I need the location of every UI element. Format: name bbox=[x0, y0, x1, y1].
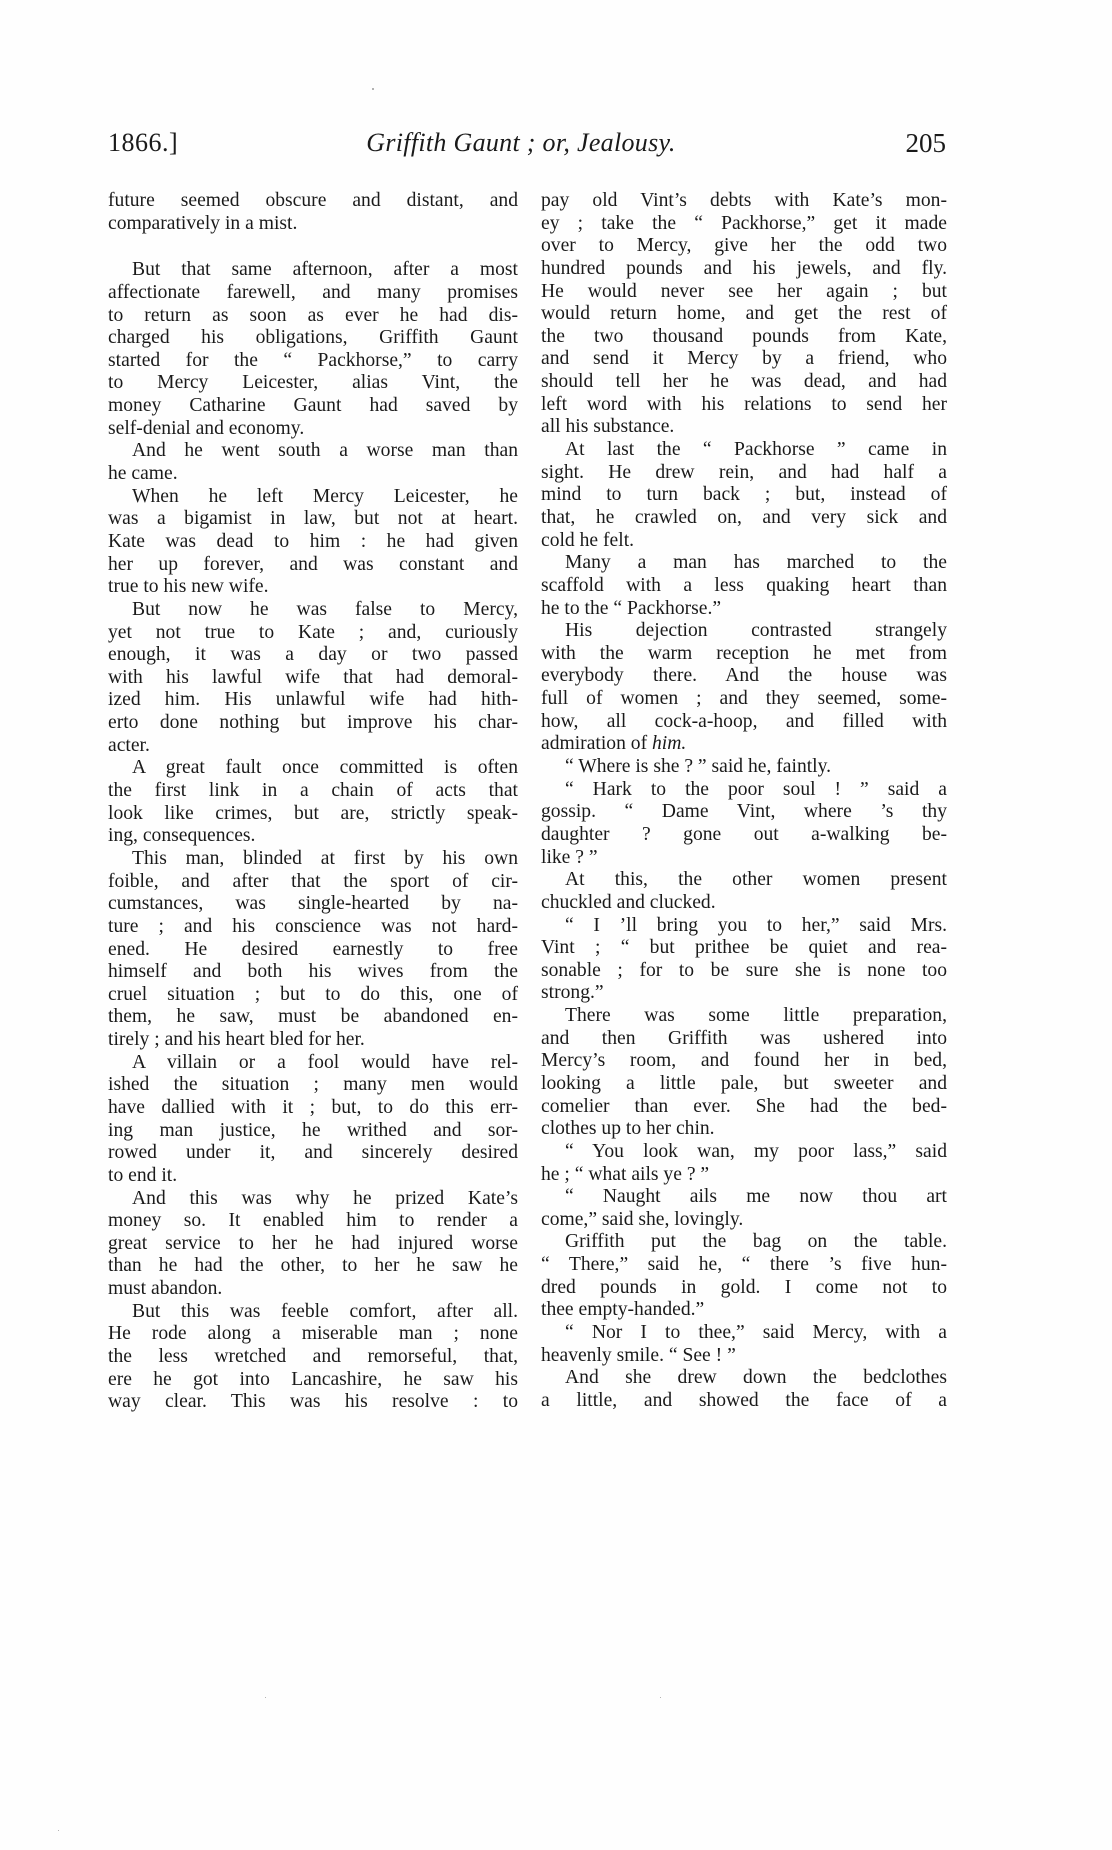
text-line bbox=[108, 327, 518, 350]
text-line bbox=[108, 916, 518, 939]
line-text: erto done nothing but improve his char- bbox=[108, 712, 518, 734]
line-text: His dejection contrasted strangely bbox=[565, 620, 947, 642]
line-text: self-denial and economy. bbox=[108, 417, 305, 439]
line-text: acter. bbox=[108, 734, 150, 756]
text-line bbox=[541, 1164, 947, 1187]
line-text: yet not true to Kate ; and, curiously bbox=[108, 621, 518, 643]
line-text: himself and both his wives from the bbox=[108, 961, 518, 983]
text-line bbox=[541, 484, 947, 507]
text-line bbox=[108, 803, 518, 826]
text-line bbox=[541, 643, 947, 666]
text-line bbox=[541, 303, 947, 326]
line-text: look like crimes, but are, strictly speak- bbox=[108, 802, 518, 824]
text-line bbox=[541, 620, 947, 643]
text-line bbox=[108, 1097, 518, 1120]
line-text: ized him. His unlawful wife had hith- bbox=[108, 689, 518, 711]
text-line bbox=[541, 1231, 947, 1254]
line-text: that, he crawled on, and very sick and bbox=[541, 506, 947, 528]
line-text: ened. He desired earnestly to free bbox=[108, 938, 518, 960]
text-line bbox=[108, 1301, 518, 1324]
text-line bbox=[541, 779, 947, 802]
text-line bbox=[541, 1254, 947, 1277]
text-line bbox=[541, 847, 947, 870]
text-line bbox=[108, 848, 518, 871]
line-text: “ Hark to the poor soul ! ” said a bbox=[565, 778, 947, 800]
scan-speck bbox=[372, 88, 374, 90]
line-text: he came. bbox=[108, 463, 178, 485]
line-text: affectionate farewell, and many promises bbox=[108, 281, 518, 303]
text-line bbox=[541, 1050, 947, 1073]
line-text: But now he was false to Mercy, bbox=[132, 598, 518, 620]
line-text: the first link in a chain of acts that bbox=[108, 780, 518, 802]
line-text: “ There,” said he, “ there ’s five hun- bbox=[541, 1254, 947, 1276]
line-text: He rode along a miserable man ; none bbox=[108, 1323, 518, 1345]
line-text: And he went south a worse man than bbox=[132, 440, 518, 462]
text-line bbox=[541, 326, 947, 349]
scan-speck bbox=[660, 1697, 661, 1698]
scan-speck bbox=[58, 1830, 59, 1831]
line-text: At this, the other women present bbox=[565, 869, 947, 891]
line-text: like ? ” bbox=[541, 846, 598, 868]
line-text: ing man justice, he writhed and sor- bbox=[108, 1119, 518, 1141]
text-line bbox=[108, 372, 518, 395]
text-line bbox=[541, 982, 947, 1005]
line-text: He would never see her again ; but bbox=[541, 280, 947, 302]
line-text: her up forever, and was constant and bbox=[108, 553, 518, 575]
line-text: looking a little pale, but sweeter and bbox=[541, 1072, 947, 1094]
text-line bbox=[541, 416, 947, 439]
line-text: dred pounds in gold. I come not to bbox=[541, 1276, 947, 1298]
text-line bbox=[108, 282, 518, 305]
line-text: thee empty-handed.” bbox=[541, 1299, 705, 1321]
line-text: have dallied with it ; but, to do this err- bbox=[108, 1096, 518, 1118]
text-line bbox=[541, 1096, 947, 1119]
line-text: over to Mercy, give her the odd two bbox=[541, 235, 947, 257]
line-text: Kate was dead to him : he had given bbox=[108, 530, 518, 552]
page-header bbox=[96, 128, 946, 164]
line-text: heavenly smile. “ See ! ” bbox=[541, 1344, 736, 1366]
page-number: 205 bbox=[905, 128, 946, 158]
line-text: and then Griffith was ushered into bbox=[541, 1027, 947, 1049]
text-line bbox=[541, 598, 947, 621]
line-text: And this was why he prized Kate’s bbox=[132, 1187, 518, 1209]
text-line bbox=[108, 440, 518, 463]
line-text: strong.” bbox=[541, 982, 604, 1004]
text-line bbox=[541, 756, 947, 779]
line-text: foible, and after that the sport of cir- bbox=[108, 870, 518, 892]
line-text: was a bigamist in law, but not at heart. bbox=[108, 508, 518, 530]
line-text: than he had the other, to her he saw he bbox=[108, 1255, 518, 1277]
text-line bbox=[541, 213, 947, 236]
line-text: When he left Mercy Leicester, he bbox=[132, 485, 518, 507]
text-line bbox=[108, 305, 518, 328]
text-line bbox=[108, 213, 518, 236]
text-line bbox=[541, 711, 947, 734]
text-line bbox=[541, 371, 947, 394]
line-text: ere he got into Lancashire, he saw his bbox=[108, 1368, 518, 1390]
line-text: the two thousand pounds from Kate, bbox=[541, 325, 947, 347]
scan-speck bbox=[265, 1697, 266, 1698]
text-line bbox=[108, 984, 518, 1007]
text-line bbox=[108, 712, 518, 735]
text-line bbox=[541, 281, 947, 304]
text-line bbox=[108, 871, 518, 894]
line-text: to return as soon as ever he had dis- bbox=[108, 304, 518, 326]
text-line bbox=[108, 1278, 518, 1301]
text-line bbox=[108, 1142, 518, 1165]
text-line bbox=[108, 1165, 518, 1188]
text-line bbox=[108, 259, 518, 282]
text-line bbox=[541, 1028, 947, 1051]
line-text: started for the “ Packhorse,” to carry bbox=[108, 349, 518, 371]
text-line bbox=[108, 893, 518, 916]
text-line bbox=[541, 1118, 947, 1141]
line-text: enough, it was a day or two passed bbox=[108, 644, 518, 666]
line-text: with his lawful wife that had demoral- bbox=[108, 666, 518, 688]
header-year: 1866.] bbox=[108, 128, 179, 157]
text-line bbox=[541, 530, 947, 553]
text-line bbox=[108, 508, 518, 531]
line-text: cold he felt. bbox=[541, 529, 635, 551]
right-text-column bbox=[541, 190, 947, 1413]
text-line bbox=[108, 463, 518, 486]
line-text: sonable ; for to be sure she is none too bbox=[541, 959, 947, 981]
line-text: scaffold with a less quaking heart than bbox=[541, 574, 947, 596]
line-text: daughter ? gone out a-walking be- bbox=[541, 823, 947, 845]
text-line bbox=[108, 961, 518, 984]
text-line bbox=[108, 667, 518, 690]
line-text: mind to turn back ; but, instead of bbox=[541, 484, 947, 506]
text-line bbox=[108, 735, 518, 758]
line-text: true to his new wife. bbox=[108, 576, 269, 598]
line-text: “ Naught ails me now thou art bbox=[565, 1186, 947, 1208]
line-text: “ You look wan, my poor lass,” said bbox=[565, 1140, 947, 1162]
text-line bbox=[108, 1120, 518, 1143]
text-line bbox=[541, 462, 947, 485]
text-line bbox=[108, 1210, 518, 1233]
line-text: hundred pounds and his jewels, and fly. bbox=[541, 257, 947, 279]
line-text: But that same afternoon, after a most bbox=[132, 259, 518, 281]
line-text: ture ; and his conscience was not hard- bbox=[108, 915, 518, 937]
line-text: “ Where is she ? ” said he, faintly. bbox=[565, 756, 832, 778]
text-line bbox=[541, 258, 947, 281]
text-line bbox=[541, 688, 947, 711]
line-text: There was some little preparation, bbox=[565, 1005, 947, 1027]
text-line bbox=[541, 1186, 947, 1209]
line-text: a little, and showed the face of a bbox=[541, 1389, 947, 1411]
line-text: ing, consequences. bbox=[108, 825, 256, 847]
text-line bbox=[108, 395, 518, 418]
line-text: must abandon. bbox=[108, 1278, 223, 1300]
text-line bbox=[108, 576, 518, 599]
text-line bbox=[108, 939, 518, 962]
line-text: A villain or a fool would have rel- bbox=[132, 1051, 518, 1073]
text-line bbox=[541, 1005, 947, 1028]
line-text: admiration of bbox=[541, 733, 652, 755]
line-text: full of women ; and they seemed, some- bbox=[541, 688, 947, 710]
line-text: ey ; take the “ Packhorse,” get it made bbox=[541, 212, 947, 234]
text-line bbox=[541, 439, 947, 462]
section-break bbox=[108, 235, 518, 259]
line-text: Many a man has marched to the bbox=[565, 552, 947, 574]
text-line bbox=[541, 552, 947, 575]
line-text: ished the situation ; many men would bbox=[108, 1074, 518, 1096]
text-line bbox=[541, 190, 947, 213]
line-text: way clear. This was his resolve : to bbox=[108, 1391, 518, 1413]
text-line bbox=[108, 644, 518, 667]
line-text: and send it Mercy by a friend, who bbox=[541, 348, 947, 370]
text-line bbox=[108, 554, 518, 577]
left-text-column bbox=[108, 190, 518, 1414]
text-line bbox=[541, 507, 947, 530]
line-text: rowed under it, and sincerely desired bbox=[108, 1142, 518, 1164]
text-line bbox=[541, 348, 947, 371]
line-text: cruel situation ; but to do this, one of bbox=[108, 983, 518, 1005]
line-text: would return home, and get the rest of bbox=[541, 303, 947, 325]
text-line bbox=[108, 780, 518, 803]
line-text: all his substance. bbox=[541, 416, 675, 438]
line-text: pay old Vint’s debts with Kate’s mon- bbox=[541, 190, 947, 211]
line-text: should tell her he was dead, and had bbox=[541, 371, 947, 393]
text-line bbox=[108, 1052, 518, 1075]
line-text: At last the “ Packhorse ” came in bbox=[565, 439, 947, 461]
line-text: future seemed obscure and distant, and bbox=[108, 190, 518, 211]
line-text: left word with his relations to send her bbox=[541, 393, 947, 415]
text-line bbox=[541, 824, 947, 847]
text-line bbox=[541, 733, 947, 756]
text-line bbox=[541, 960, 947, 983]
running-title: Griffith Gaunt ; or, Jealousy. bbox=[366, 128, 676, 157]
line-text: gossip. “ Dame Vint, where ’s thy bbox=[541, 801, 947, 823]
text-line bbox=[108, 418, 518, 441]
line-text: clothes up to her chin. bbox=[541, 1118, 715, 1140]
line-text: charged his obligations, Griffith Gaunt bbox=[108, 327, 518, 349]
text-line bbox=[108, 1029, 518, 1052]
line-text: money Catharine Gaunt had saved by bbox=[108, 395, 518, 417]
line-text: he ; “ what ails ye ? ” bbox=[541, 1163, 710, 1185]
line-text: “ I ’ll bring you to her,” said Mrs. bbox=[565, 914, 947, 936]
line-text: everybody there. And the house was bbox=[541, 665, 947, 687]
text-line bbox=[541, 1345, 947, 1368]
text-line bbox=[108, 599, 518, 622]
italic-emphasis: him. bbox=[652, 733, 687, 755]
text-line bbox=[108, 1188, 518, 1211]
text-line bbox=[541, 869, 947, 892]
text-line bbox=[541, 1073, 947, 1096]
line-text: how, all cock-a-hoop, and filled with bbox=[541, 710, 947, 732]
line-text: money so. It enabled him to render a bbox=[108, 1210, 518, 1232]
text-line bbox=[541, 665, 947, 688]
text-line bbox=[541, 892, 947, 915]
line-text: with the warm reception he met from bbox=[541, 642, 947, 664]
line-text: to Mercy Leicester, alias Vint, the bbox=[108, 372, 518, 394]
text-line bbox=[108, 1233, 518, 1256]
text-line bbox=[541, 1322, 947, 1345]
line-text: comelier than ever. She had the bed- bbox=[541, 1095, 947, 1117]
line-text: tirely ; and his heart bled for her. bbox=[108, 1029, 365, 1051]
text-line bbox=[541, 394, 947, 417]
line-text: great service to her he had injured worse bbox=[108, 1232, 518, 1254]
line-text: cumstances, was single-hearted by na- bbox=[108, 893, 518, 915]
text-line bbox=[108, 1369, 518, 1392]
text-line bbox=[108, 190, 518, 213]
line-text: to end it. bbox=[108, 1164, 178, 1186]
text-line bbox=[541, 1299, 947, 1322]
text-line bbox=[541, 1141, 947, 1164]
line-text: them, he saw, must be abandoned en- bbox=[108, 1006, 518, 1028]
text-line bbox=[108, 1391, 518, 1414]
line-text: he to the “ Packhorse.” bbox=[541, 597, 722, 619]
line-text: sight. He drew rein, and had half a bbox=[541, 461, 947, 483]
text-line bbox=[541, 1390, 947, 1413]
text-line bbox=[541, 915, 947, 938]
line-text: “ Nor I to thee,” said Mercy, with a bbox=[565, 1322, 947, 1344]
text-line bbox=[108, 350, 518, 373]
line-text: chuckled and clucked. bbox=[541, 891, 716, 913]
text-line bbox=[541, 1367, 947, 1390]
text-line bbox=[541, 235, 947, 258]
text-line bbox=[108, 825, 518, 848]
line-text: come,” said she, lovingly. bbox=[541, 1208, 744, 1230]
text-line bbox=[541, 801, 947, 824]
line-text: Mercy’s room, and found her in bed, bbox=[541, 1050, 947, 1072]
line-text: This man, blinded at first by his own bbox=[132, 847, 518, 869]
line-text: Griffith put the bag on the table. bbox=[565, 1231, 947, 1253]
line-text: Vint ; “ but prithee be quiet and rea- bbox=[541, 937, 947, 959]
text-line bbox=[108, 757, 518, 780]
line-text: And she drew down the bedclothes bbox=[565, 1367, 947, 1389]
text-line bbox=[541, 575, 947, 598]
text-line bbox=[108, 1323, 518, 1346]
text-line bbox=[541, 1277, 947, 1300]
line-text: comparatively in a mist. bbox=[108, 212, 298, 234]
line-text: A great fault once committed is often bbox=[132, 757, 518, 779]
text-line bbox=[108, 1346, 518, 1369]
text-line bbox=[541, 1209, 947, 1232]
text-line bbox=[108, 531, 518, 554]
text-line bbox=[108, 1255, 518, 1278]
line-text: But this was feeble comfort, after all. bbox=[132, 1300, 518, 1322]
line-text: the less wretched and remorseful, that, bbox=[108, 1346, 518, 1368]
text-line bbox=[108, 1006, 518, 1029]
text-line bbox=[108, 486, 518, 509]
text-line bbox=[108, 689, 518, 712]
text-line bbox=[541, 937, 947, 960]
text-line bbox=[108, 1074, 518, 1097]
text-line bbox=[108, 622, 518, 645]
